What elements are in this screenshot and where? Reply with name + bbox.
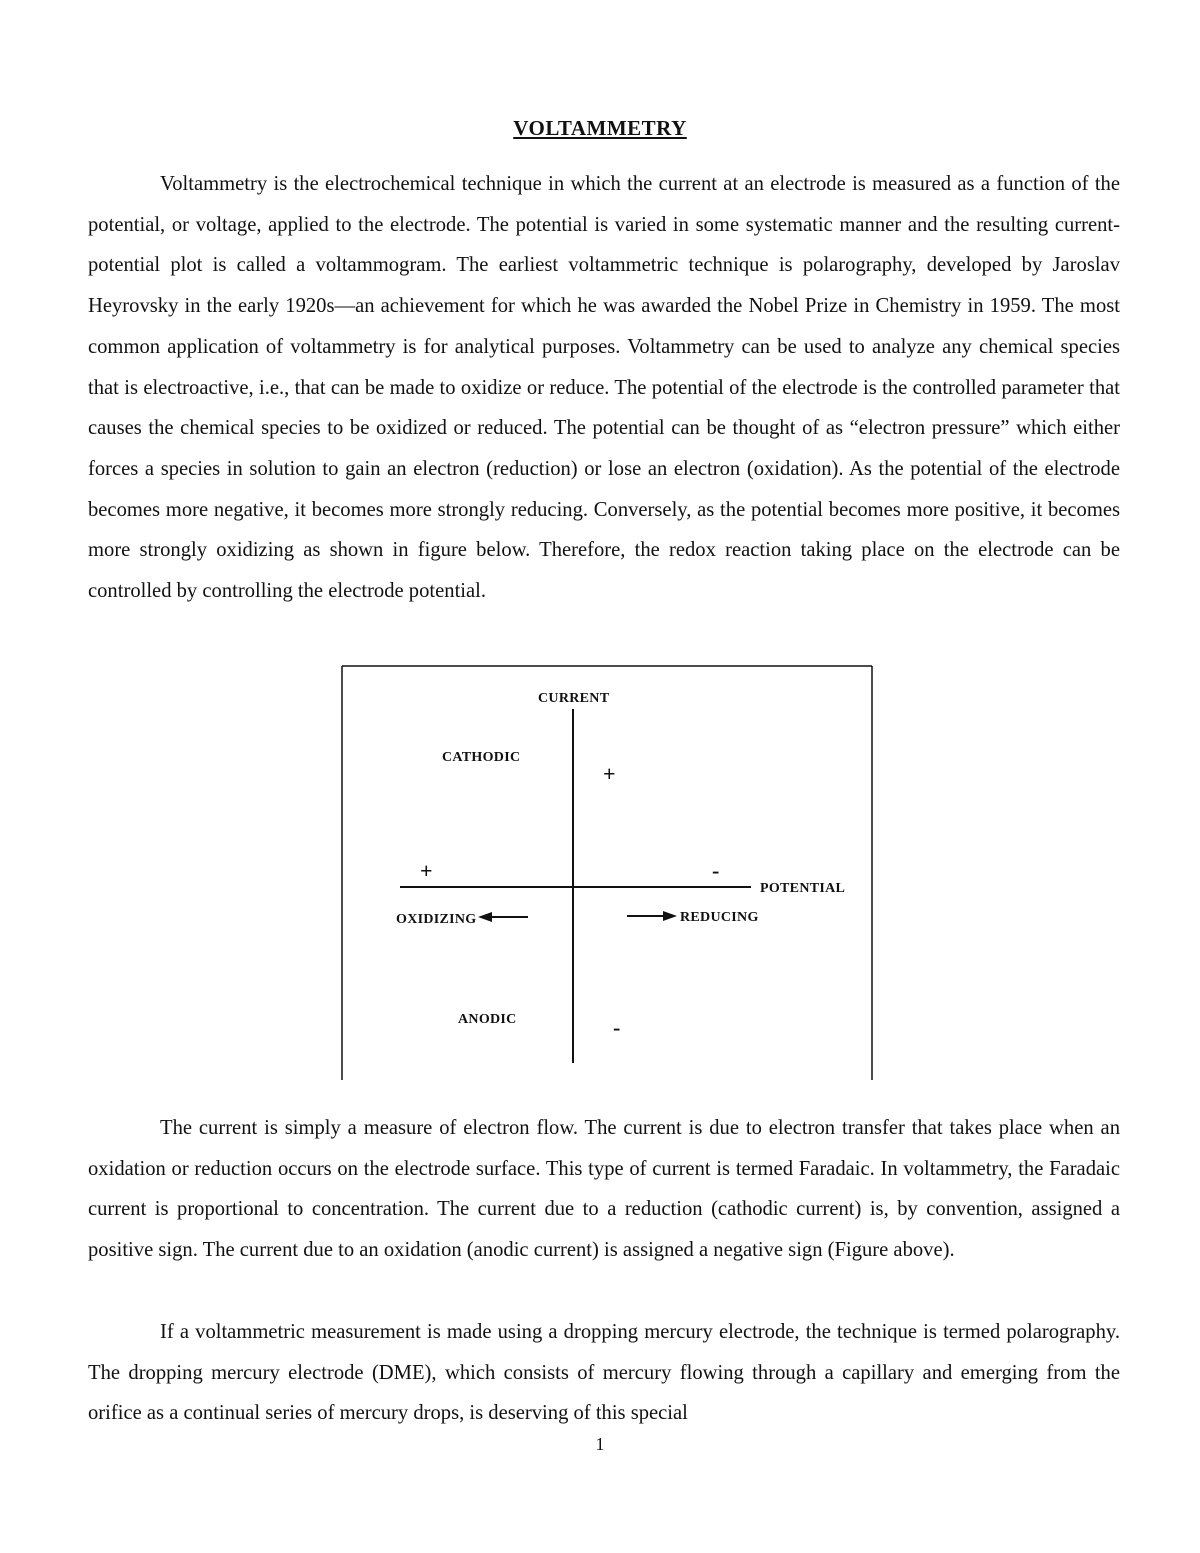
body-paragraph-polarography: If a voltammetric measurement is made using a dropping mercury electrode, the technique is termed polarography. The dropping mercury electrode (DME), which consists of mercury flowing through a capillary and emerging from the orifice as a continual series of mercury drops, is deserving of this special	[88, 1321, 1120, 1425]
cathodic-label: CATHODIC	[442, 750, 521, 765]
current-axis-label: CURRENT	[538, 691, 610, 706]
potential-axis-label: POTENTIAL	[760, 881, 846, 896]
potential-negative-sign: -	[712, 858, 720, 883]
page-number: 1	[595, 1434, 605, 1454]
document-title: VOLTAMMETRY	[513, 116, 687, 140]
current-negative-sign: -	[613, 1015, 621, 1040]
body-paragraph-current: The current is simply a measure of electron flow. The current is due to electron transfer that takes place when an oxidation or reduction occurs on the electrode surface. This type of current is termed Faradaic. In voltammetry, the Faradaic current is proportional to concentration. The current due to a reduction (cathodic current) is, by convention, assigned a positive sign. The current due to an oxidation (anodic current) is assigned a negative sign (Figure above).	[88, 1117, 1120, 1262]
current-positive-sign: +	[603, 761, 616, 786]
figure-canvas	[341, 665, 873, 1080]
anodic-label: ANODIC	[458, 1012, 517, 1027]
oxidizing-arrow-icon	[478, 912, 492, 922]
body-paragraph-intro: Voltammetry is the electrochemical technique in which the current at an electrode is measured as a function of the potential, or voltage, applied to the electrode. The potential is varied in some systematic manner and the resulting current-potential plot is called a voltammogram. The earliest voltammetric technique is polarography, developed by Jaroslav Heyrovsky in the early 1920s—an achievement for which he was awarded the Nobel Prize in Chemistry in 1959. The most common application of voltammetry is for analytical purposes. Voltammetry can be used to analyze any chemical species that is electroactive, i.e., that can be made to oxidize or reduce. The potential of the electrode is the controlled parameter that causes the chemical species to be oxidized or reduced. The potential can be thought of as “electron pressure” which either forces a species in solution to gain an electron (reduction) or lose an electron (oxidation). As the potential of the electrode becomes more negative, it becomes more strongly reducing. Conversely, as the potential becomes more positive, it becomes more strongly oxidizing as shown in figure below. Therefore, the redox reaction taking place on the electrode can be controlled by controlling the electrode potential.	[88, 173, 1120, 603]
potential-positive-sign: +	[420, 858, 433, 883]
reducing-arrow-icon	[663, 911, 677, 921]
voltammetry-sign-convention-figure	[341, 665, 873, 1080]
reducing-label: REDUCING	[680, 910, 759, 925]
oxidizing-label: OXIDIZING	[396, 912, 477, 927]
